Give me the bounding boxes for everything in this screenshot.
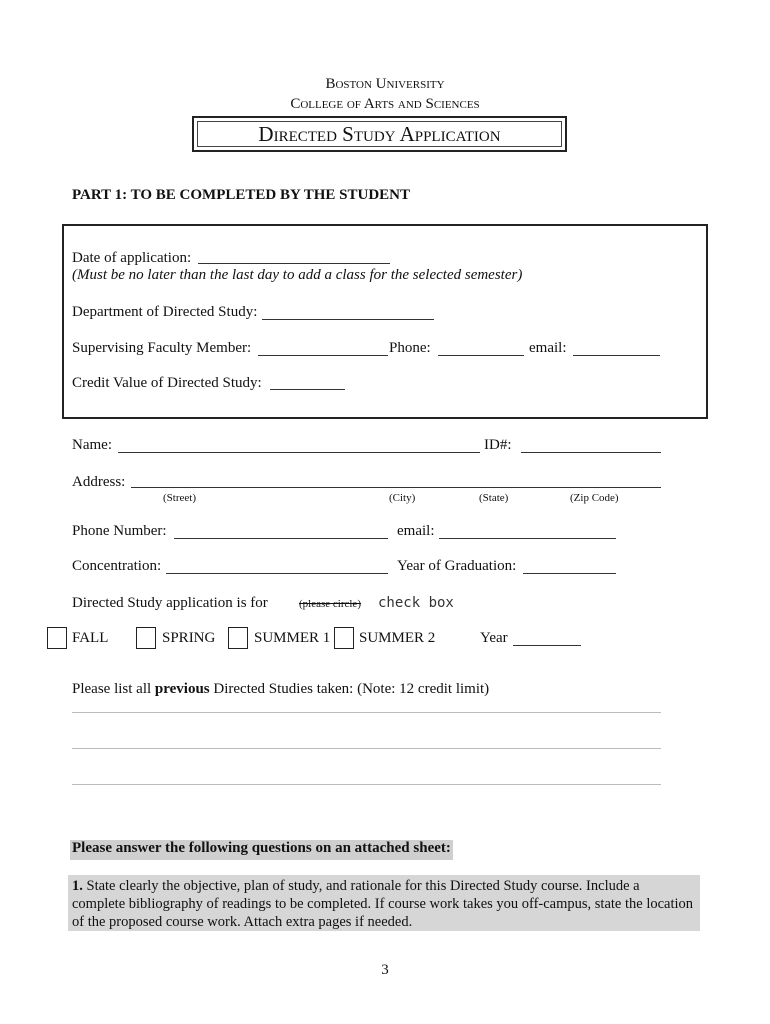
fall-checkbox[interactable] xyxy=(47,627,67,649)
zip-caption: (Zip Code) xyxy=(570,492,619,504)
id-field[interactable] xyxy=(521,452,661,453)
street-caption: (Street) xyxy=(163,492,196,504)
email-label: email: xyxy=(397,523,435,539)
state-caption: (State) xyxy=(479,492,509,504)
department-field[interactable] xyxy=(262,319,434,320)
faculty-label: Supervising Faculty Member: xyxy=(72,340,252,356)
graduation-field[interactable] xyxy=(523,573,616,574)
summer1-checkbox[interactable] xyxy=(228,627,248,649)
college-name: College of Arts and Sciences xyxy=(290,96,480,112)
credit-field[interactable] xyxy=(270,389,345,390)
previous-suffix: Directed Studies taken: (Note: 12 credit limit) xyxy=(209,681,490,697)
concentration-label: Concentration: xyxy=(72,558,162,574)
semester-prompt: Directed Study application is for xyxy=(72,595,268,611)
spring-label: SPRING xyxy=(162,630,216,646)
university-name: Boston University xyxy=(325,76,445,92)
summer2-label: SUMMER 2 xyxy=(359,630,436,646)
q1-text: State clearly the objective, plan of study, and rationale for this Directed Study course. Include a complete bibliography of readings to be completed. If course work takes you off-campus, state the location of the proposed course work. Attach extra pages if needed. xyxy=(72,878,694,930)
check-box-note: check box xyxy=(378,595,454,611)
previous-line-3[interactable] xyxy=(72,784,661,785)
department-label: Department of Directed Study: xyxy=(72,304,258,320)
faculty-field[interactable] xyxy=(258,355,388,356)
date-field[interactable] xyxy=(198,263,390,264)
date-label: Date of application: xyxy=(72,250,192,266)
phone-field[interactable] xyxy=(174,538,388,539)
spring-checkbox[interactable] xyxy=(136,627,156,649)
credit-label: Credit Value of Directed Study: xyxy=(72,375,262,391)
address-label: Address: xyxy=(72,474,126,490)
q1-number: 1. xyxy=(72,878,83,894)
email-field[interactable] xyxy=(439,538,616,539)
graduation-label: Year of Graduation: xyxy=(397,558,517,574)
faculty-phone-field[interactable] xyxy=(438,355,524,356)
phone-label: Phone Number: xyxy=(72,523,167,539)
part1-heading: PART 1: TO BE COMPLETED BY THE STUDENT xyxy=(72,187,411,203)
page-number: 3 xyxy=(381,962,389,978)
question-1 xyxy=(68,875,700,931)
previous-line-1[interactable] xyxy=(72,712,661,713)
faculty-phone-label: Phone: xyxy=(389,340,431,356)
previous-prefix: Please list all xyxy=(72,681,155,697)
faculty-email-label: email: xyxy=(529,340,567,356)
id-label: ID#: xyxy=(484,437,512,453)
faculty-email-field[interactable] xyxy=(573,355,660,356)
previous-line-2[interactable] xyxy=(72,748,661,749)
questions-heading: Please answer the following questions on an attached sheet: xyxy=(70,840,453,860)
please-circle-note: (please circle) xyxy=(299,598,361,610)
city-caption: (City) xyxy=(389,492,416,504)
name-label: Name: xyxy=(72,437,112,453)
form-title: Directed Study Application xyxy=(258,122,501,146)
summer1-label: SUMMER 1 xyxy=(254,630,331,646)
year-label: Year xyxy=(480,630,508,646)
name-field[interactable] xyxy=(118,452,480,453)
fall-label: FALL xyxy=(72,630,109,646)
year-field[interactable] xyxy=(513,645,581,646)
summer2-checkbox[interactable] xyxy=(334,627,354,649)
concentration-field[interactable] xyxy=(166,573,388,574)
previous-studies-prompt xyxy=(72,681,489,698)
date-note: (Must be no later than the last day to add a class for the selected semester) xyxy=(72,267,523,283)
title-box xyxy=(192,116,567,152)
previous-bold: previous xyxy=(154,681,210,697)
address-field[interactable] xyxy=(131,487,661,488)
